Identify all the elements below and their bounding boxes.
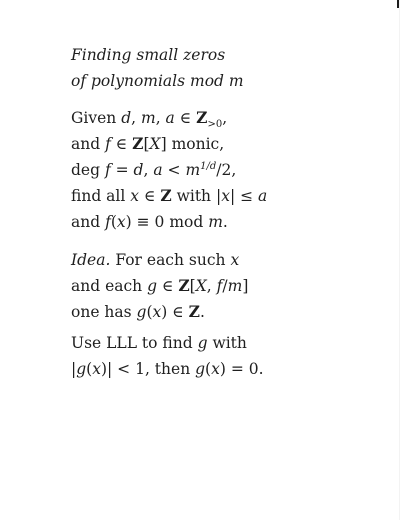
title-line-2: of polynomials mod m bbox=[71, 72, 244, 90]
statement-line-4: find all x ∈ Z with |x| ≤ a bbox=[71, 186, 268, 205]
statement-line-5: and f(x) ≡ 0 mod m. bbox=[71, 213, 228, 231]
idea-line-3: one has g(x) ∈ Z. bbox=[71, 302, 205, 321]
statement-line-3: deg f = d, $a < m^{1/d}/2$, bbox=[71, 160, 237, 179]
statement-line-2: and f ∈ Z[X] monic, bbox=[71, 134, 225, 153]
method-line-2: |g(x)| < 1, then g(x) = 0. bbox=[71, 360, 264, 378]
idea-line-2: and each g ∈ Z[X, f/m] bbox=[71, 276, 249, 295]
title-line-1: Finding small zeros bbox=[71, 46, 226, 64]
statement-line-1: Given d, m, a ∈ $Z_{>0}$, bbox=[71, 108, 228, 131]
idea-line-1: Idea. For each such x bbox=[71, 251, 240, 269]
method-line-1: Use LLL to find g with bbox=[71, 334, 247, 352]
